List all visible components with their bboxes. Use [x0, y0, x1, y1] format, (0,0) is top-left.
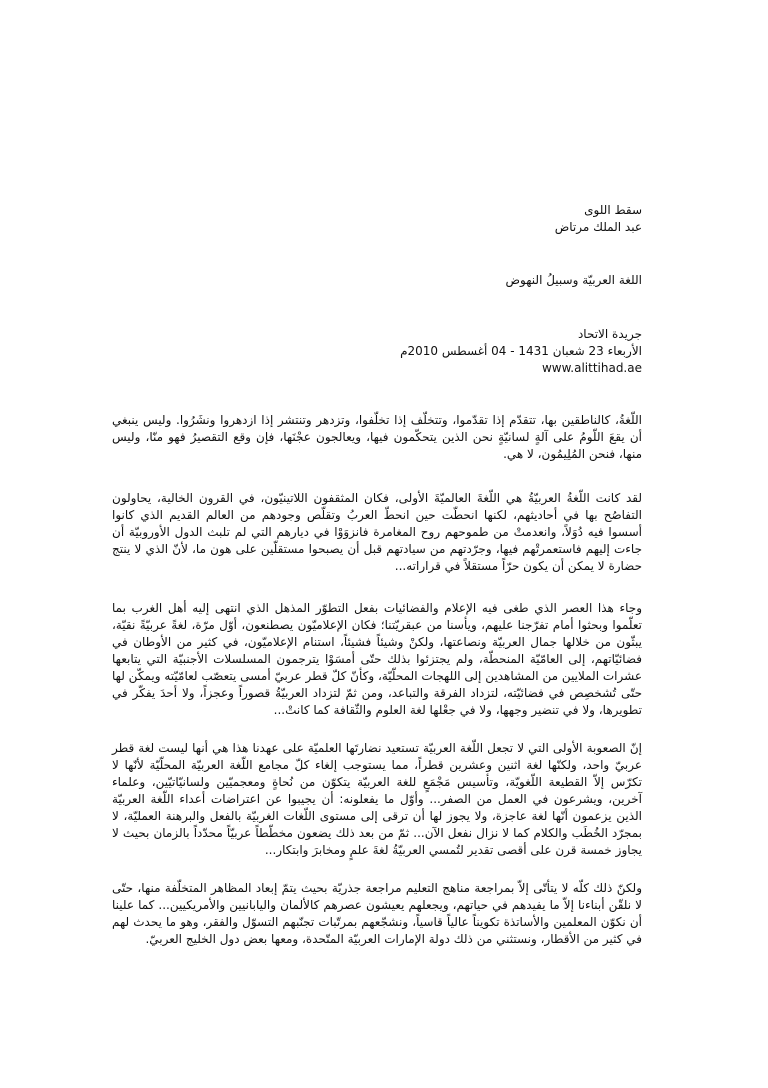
- paragraph-text: اللّغةُ، كالناطقين بها، تتقدّم إذا تقدّموا، وتتخلّف إذا تخلّفوا، وتزدهر وتنتشر إذا ازدهروا ونشَرُوا. وليس ينبغي أن يقعَ اللّومُ على آلةٍ لسانيّةٍ نحن الذين يتحكّمون فيها، ويعالجون عجْنَها، فإن وقع التقصيرُ فهو منّا، وليس منها، فنحن المُلِيمُون، لا هي.: [112, 413, 642, 461]
- body-paragraph: [112, 412, 642, 463]
- website-url: [112, 360, 642, 377]
- source-info: [112, 326, 642, 377]
- website-link[interactable]: www.alittihad.ae: [541, 361, 642, 375]
- body-paragraph: [112, 740, 642, 859]
- paragraph-text: ولكنّ ذلك كلّه لا يتأتّى إلاّ بمراجعة مناهج التعليم مراجعة جذريّة بحيث يتمّ إبعاد المظاهر المتخلّفة منها، حتّى لا نلقّن أبناءنا إلاّ ما يفيدهم في حياتهم، ويجعلهم يعيشون عصرهم كالألمان واليابانيين والأمريكيين... كما علينا أن نكوّن المعلمين والأساتذة تكويناً عالياً قاسياً، ونشجّعهم بمرتّبات تجنّبهم التسوّل والفقر، وهو ما يحدث لهم في كثير من الأقطار، ونستثني من ذلك دولة الإمارات العربيّة المتّحدة، ومعها بعض دول الخليج العربيّ.: [112, 881, 642, 946]
- paragraph-text: إنّ الصعوبة الأولى التي لا تجعل اللّغة العربيّة تستعيد نضارتَها العلميّة على عهدنا هذا هي أنها ليست لغة قطر عربيّ واحد، ولكنّها لغة اثنين وعشرين قطراً، مما يستوجب إلغاء كلّ مجامع اللّغة العربيّة المحلّيّة لأنّها لا تكرّس إلاّ القطيعة اللّغويّة، وتأسيس مَجْمَعٍ للغة العربيّة يتكوّن من نُحاةٍ ومعجميّين ولسانيّاتيّين، وعلماء آخرين، ويشرعون في العمل من الصفر... وأوّل ما يفعلونه: أن يجيبوا عن اعتراضات أعداء اللّغة العربيّة الذين يزعمون أنّها لغة عاجزة، ولا يجوز لها أن ترقى إلى مستوى اللّغات الغربيّة بالفعل والبرهنة العمليّة، لا بمجرّد الخُطَب والكلام كما لا نزال نفعل الآن... ثمّ من بعد ذلك يضعون مخطّطاً عربيّاً محدّداً بالزمان بحيث لا يجاوز خمسة قرن على أقصى تقدير لتُمسي العربيّةُ لغةَ علمٍ ومخابرَ وابتكار...: [112, 741, 642, 857]
- body-paragraph: [112, 490, 642, 575]
- body-paragraph: [112, 880, 642, 948]
- paragraph-text: لقد كانت اللّغةُ العربيّةُ هي اللّغةَ العالميّةَ الأولى، فكان المثقفون اللاتينيّون، في القرون الخالية، يحاولون التفاصُح بها في أحاديثهم، لكنها انحطّت حين انحطّ العربُ وتقلّص وجودهم من العالم القديم الذي كانوا أسسوا فيه دُوَلاً، وانعدمتْ من طموحهم روح المغامرة فانزوَوْا في ديارهم التي لم تلبث الدول الأوروبيّة أن جاءت إليهم فاستعمرتْهم فيها، وجرّدتهم من سيادتهم قبل أن يصبحوا مستقلّين على هون ما، لأنّ الذي لا ينتج حضارة لا يمكن أن يكون حرّاً مستقلاً في قراراته...: [112, 491, 642, 573]
- author-name: عبد الملك مرتاض: [554, 220, 642, 234]
- body-paragraph: [112, 600, 642, 719]
- publication-date: الأربعاء 23 شعبان 1431 - 04 أغسطس 2010م: [400, 344, 642, 358]
- article-title-block: [112, 272, 642, 289]
- newspaper-name: جريدة الاتحاد: [577, 327, 642, 341]
- column-title: سقط اللوى: [584, 203, 642, 217]
- article-title: اللغة العربيّة وسبيلُ النهوض: [505, 273, 642, 287]
- document-header: [112, 202, 642, 236]
- paragraph-text: وجاء هذا العصر الذي طغى فيه الإعلام والفضائيات بفعل التطوّر المذهل الذي انتهى إليه أهل الغرب بما تعلّموا وبحثوا أمام تفرّجنا عليهم، ويأسنا من عبقريّتنا؛ فكان الإعلاميّون يصطنعون، أوّل مرّة، لغةً عربيّةً نقيّة، يبثّون من خلالها جمال العربيّة ونصاعتها، ولكنْ وشيئاً فشيئاً، استنام الإعلاميّون، في كثير من الأوطان في فضائيّاتهم، إلى العامّيّة المنحطّة، ولم يجتزئوا بذلك حتّى أمسَوْا يترجمون المسلسلات الأجنبيّة التي يتابعها عشرات الملايين من المشاهدين إلى اللهجات المحلّيّة، وكأنّ كلّ قطر عربيّ أمسى يتعصّب لعامّيّته ويمكّن لها حتّى تُشخصِص في فضائيّته، لتزداد الفرقة والتباعد، ومن ثمّ لتزداد العربيّةُ قصوراً وعجزاً، ولا أحدَ يفكّر في تطويرها، ولا في تنضير وجهها، ولا في جعْلها لغة العلوم والثّقافة كما كانتْ...: [112, 601, 642, 717]
